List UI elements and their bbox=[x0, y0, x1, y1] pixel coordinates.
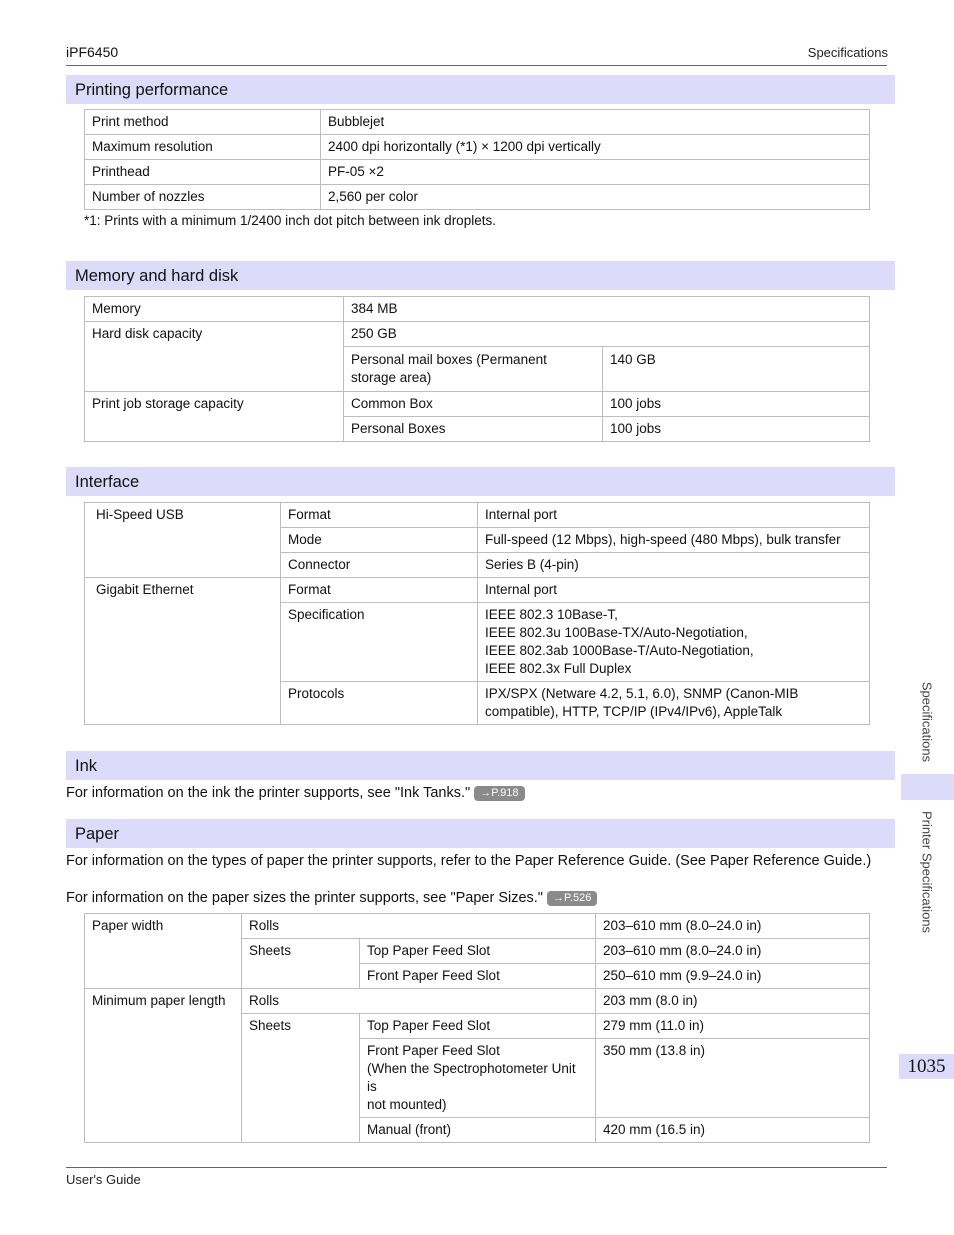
spec-line: IEEE 802.3u 100Base-TX/Auto-Negotiation, bbox=[485, 625, 748, 640]
cell-value: IPX/SPX (Netware 4.2, 5.1, 6.0), SNMP (Canon-MIB compatible), HTTP, TCP/IP (IPv4/IPv6), AppleTalk bbox=[478, 682, 870, 725]
table-row bbox=[85, 578, 870, 603]
spec-line: IEEE 802.3x Full Duplex bbox=[485, 661, 632, 676]
footer-divider bbox=[66, 1167, 887, 1168]
paper-table-clip bbox=[84, 913, 870, 1137]
table-row bbox=[85, 135, 870, 160]
cell-value: 350 mm (13.8 in) bbox=[596, 1039, 870, 1118]
cell-label: Rolls bbox=[242, 914, 596, 939]
section-interface: Interface bbox=[66, 467, 895, 496]
table-row bbox=[85, 160, 870, 185]
cell-label: Personal Boxes bbox=[344, 417, 603, 442]
section-printing-performance: Printing performance bbox=[66, 75, 895, 104]
memory-table bbox=[84, 296, 870, 442]
cell-label: Front Paper Feed Slot bbox=[360, 964, 596, 989]
ink-paragraph bbox=[66, 784, 886, 803]
cell-label: Common Box bbox=[344, 392, 603, 417]
cell-value: Bubblejet bbox=[321, 110, 870, 135]
sidebar-label-printer-specifications: Printer Specifications bbox=[919, 810, 935, 934]
cell-label bbox=[360, 1039, 596, 1118]
cell-label: Personal mail boxes (Permanent storage area) bbox=[344, 347, 603, 392]
cell-label: Specification bbox=[281, 603, 478, 682]
cell-label: Minimum paper length bbox=[85, 989, 242, 1143]
cell-value bbox=[478, 603, 870, 682]
cell-value: 2,560 per color bbox=[321, 185, 870, 210]
footer-guide: User's Guide bbox=[66, 1172, 141, 1187]
table-row bbox=[85, 392, 870, 417]
cell-label: Rolls bbox=[242, 989, 596, 1014]
cell-value: 100 jobs bbox=[603, 417, 870, 442]
cell-label: Hard disk capacity bbox=[85, 322, 344, 392]
cell-value: 250–610 mm (9.9–24.0 in) bbox=[596, 964, 870, 989]
cell-value: 100 jobs bbox=[603, 392, 870, 417]
cell-label: Memory bbox=[85, 297, 344, 322]
header-section: Specifications bbox=[807, 45, 888, 60]
cell-value: Series B (4-pin) bbox=[478, 553, 870, 578]
section-ink: Ink bbox=[66, 751, 895, 780]
cell-label: Maximum resolution bbox=[85, 135, 321, 160]
ink-text: For information on the ink the printer supports, see "Ink Tanks." bbox=[66, 785, 471, 801]
cell-label: Top Paper Feed Slot bbox=[360, 1014, 596, 1039]
cell-label: Paper width bbox=[85, 914, 242, 989]
section-paper: Paper bbox=[66, 819, 895, 848]
cell-value: 279 mm (11.0 in) bbox=[596, 1014, 870, 1039]
sidebar-tab-marker bbox=[901, 774, 954, 800]
header-divider bbox=[66, 65, 887, 66]
header-model: iPF6450 bbox=[66, 44, 119, 60]
cell-value: Internal port bbox=[478, 503, 870, 528]
page-number: 1035 bbox=[899, 1054, 954, 1079]
cell-label: Format bbox=[281, 503, 478, 528]
spec-line: IEEE 802.3 10Base-T, bbox=[485, 607, 618, 622]
cell-value: 140 GB bbox=[603, 347, 870, 392]
cell-label: Protocols bbox=[281, 682, 478, 725]
section-memory: Memory and hard disk bbox=[66, 261, 895, 290]
cell-label: Sheets bbox=[242, 1014, 360, 1143]
cell-label: Sheets bbox=[242, 939, 360, 989]
paper-text: For information on the paper sizes the printer supports, see "Paper Sizes." bbox=[66, 890, 543, 906]
ink-page-link[interactable]: →P.918 bbox=[474, 786, 524, 801]
cell-label: Top Paper Feed Slot bbox=[360, 939, 596, 964]
table-row bbox=[85, 185, 870, 210]
table-row bbox=[85, 322, 870, 347]
cell-value: 420 mm (16.5 in) bbox=[596, 1118, 870, 1143]
paper-paragraph-1: For information on the types of paper the printer supports, refer to the Paper Reference Guide. (See Paper Reference Guide.) bbox=[66, 853, 872, 869]
table-row bbox=[85, 297, 870, 322]
paper-page-link[interactable]: →P.526 bbox=[547, 891, 597, 906]
footnote: *1: Prints with a minimum 1/2400 inch dot pitch between ink droplets. bbox=[84, 213, 496, 228]
cell-label: Print method bbox=[85, 110, 321, 135]
note-line: (When the Spectrophotometer Unit is bbox=[367, 1061, 576, 1094]
sidebar-label-specifications: Specifications bbox=[919, 681, 935, 763]
paper-table bbox=[84, 913, 870, 1143]
table-row bbox=[85, 989, 870, 1014]
printing-performance-table bbox=[84, 109, 870, 210]
table-row bbox=[85, 110, 870, 135]
cell-value: PF-05 ×2 bbox=[321, 160, 870, 185]
note-line: not mounted) bbox=[367, 1097, 447, 1112]
paper-paragraph-2 bbox=[66, 889, 886, 908]
interface-table bbox=[84, 502, 870, 725]
cell-value: Full-speed (12 Mbps), high-speed (480 Mbps), bulk transfer bbox=[478, 528, 870, 553]
table-row bbox=[85, 914, 870, 939]
cell-value: 2400 dpi horizontally (*1) × 1200 dpi vertically bbox=[321, 135, 870, 160]
cell-value: 203–610 mm (8.0–24.0 in) bbox=[596, 939, 870, 964]
cell-value: 203 mm (8.0 in) bbox=[596, 989, 870, 1014]
cell-value: 250 GB bbox=[344, 322, 870, 347]
spec-line: IEEE 802.3ab 1000Base-T/Auto-Negotiation, bbox=[485, 643, 754, 658]
cell-label: Gigabit Ethernet bbox=[85, 578, 281, 725]
cell-label: Mode bbox=[281, 528, 478, 553]
cell-value: Internal port bbox=[478, 578, 870, 603]
note-line: Front Paper Feed Slot bbox=[367, 1043, 500, 1058]
cell-label: Manual (front) bbox=[360, 1118, 596, 1143]
cell-label: Print job storage capacity bbox=[85, 392, 344, 442]
table-row bbox=[85, 503, 870, 528]
cell-label: Hi-Speed USB bbox=[85, 503, 281, 578]
cell-value: 203–610 mm (8.0–24.0 in) bbox=[596, 914, 870, 939]
cell-label: Printhead bbox=[85, 160, 321, 185]
cell-label: Number of nozzles bbox=[85, 185, 321, 210]
cell-value: 384 MB bbox=[344, 297, 870, 322]
cell-label: Connector bbox=[281, 553, 478, 578]
cell-label: Format bbox=[281, 578, 478, 603]
